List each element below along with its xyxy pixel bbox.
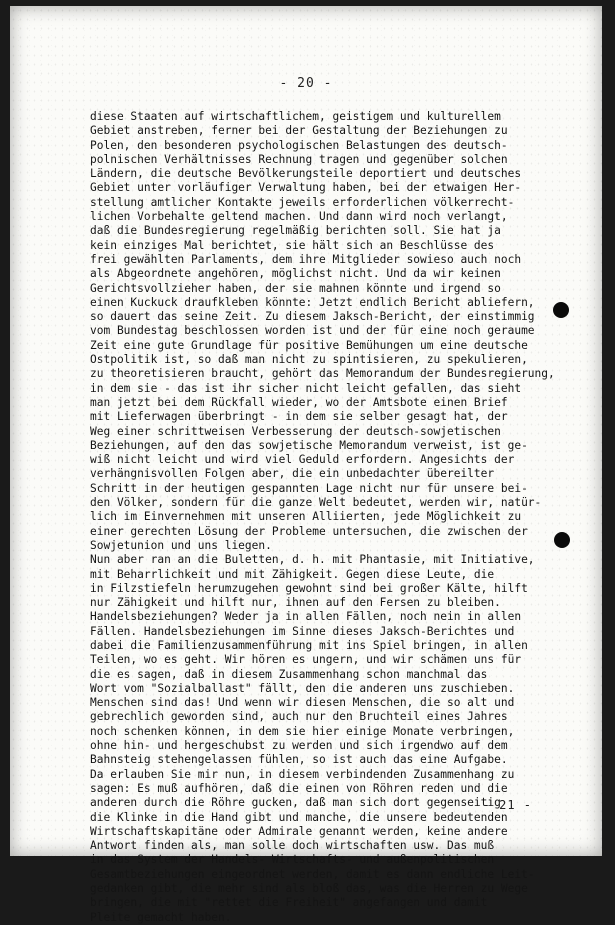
text-line: Sowjetunion und uns liegen. [90, 538, 272, 552]
text-line: einen Kuckuck draufkleben könnte: Jetzt endlich Bericht abliefern, [90, 295, 535, 309]
text-line: lich im Einvernehmen mit unseren Alliierten, jede Möglichkeit zu [90, 510, 522, 524]
text-line: Ostpolitik ist, so daß man nicht zu spintisieren, zu spekulieren, [90, 353, 528, 367]
text-line: Da erlauben Sie mir nun, in diesem verbindenden Zusammenhang zu [90, 767, 515, 781]
text-line: Teilen, wo es geht. Wir hören es ungern, und wir schämen uns für [90, 653, 522, 667]
text-line: stellung amtlicher Kontakte jeweils erforderlichen völkerrecht- [90, 195, 515, 209]
next-page-number: - 21 - [482, 798, 532, 812]
text-line: zu theoretisieren braucht, gehört das Memorandum der Bundesregierung, [90, 367, 555, 381]
text-line: die es sagen, daß in diesem Zusammenhang schon manchmal das [90, 667, 488, 681]
text-line: man jetzt bei dem Rückfall wieder, wo der Amtsbote einen Brief [90, 395, 508, 409]
text-line: gebrechlich geworden sind, auch nur den Bruchteil eines Jahres [90, 710, 508, 724]
text-line: frei gewählten Parlaments, dem ihre Mitglieder sowieso auch noch [90, 252, 522, 266]
text-line: diese Staaten auf wirtschaftlichem, geistigem und kulturellem [90, 110, 501, 123]
punch-hole-icon [553, 302, 569, 318]
text-line: mit Beharrlichkeit und mit Zähigkeit. Gegen diese Leute, die [90, 567, 495, 581]
text-line: Ländern, die deutsche Bevölkerungsteile deportiert und deutsches [90, 167, 522, 181]
text-line: ohne hin- und hergeschubst zu werden und sich irgendwo auf dem [90, 739, 508, 753]
text-line: Pleite gemacht haben. [90, 910, 232, 924]
text-line: einer gerechten Lösung der Probleme untersuchen, die zwischen der [90, 524, 528, 538]
text-line: in Filzstiefeln herumzugehen gewohnt sind bei großer Kälte, hilft [90, 581, 528, 595]
text-line: wiß nicht leicht und wird viel Geduld erfordern. Angesichts der [90, 453, 515, 467]
text-line: Handelsbeziehungen? Weder ja in allen Fällen, noch nein in allen [90, 610, 522, 624]
text-line: dabei die Familienzusammenführung mit ins Spiel bringen, in allen [90, 638, 528, 652]
text-line: als Abgeordnete angehören, möglichst nicht. Und da wir keinen [90, 267, 501, 281]
text-line: nur Zähigkeit und hilft nur, ihnen auf den Fersen zu bleiben. [90, 596, 501, 610]
page-number: - 20 - [279, 76, 333, 91]
text-line: polnischen Verhältnisses Rechnung tragen und gegenüber solchen [90, 152, 508, 166]
text-line: vom Bundestag beschlossen worden ist und der für eine noch geraume [90, 324, 535, 338]
text-line: gedanken gibt, die mehr sind als bloß das, was die Herren zu Wege [90, 882, 528, 896]
text-line: daß die Bundesregierung regelmäßig berichten soll. Sie hat ja [90, 224, 501, 238]
punch-hole-icon [554, 532, 570, 548]
text-line: sagen: Es muß aufhören, daß die einen von Röhren reden und die [90, 781, 508, 795]
text-line: Nun aber ran an die Buletten, d. h. mit Phantasie, mit Initiative, [90, 553, 535, 567]
text-line: noch schenken können, in dem sie hier einige Monate verbringen, [90, 724, 515, 738]
text-line: Schritt in der heutigen gespannten Lage nicht nur für unsere bei- [90, 481, 528, 495]
text-line: Weg einer schrittweisen Verbesserung der deutsch-sowjetischen [90, 424, 501, 438]
text-line: kein einziges Mal berichtet, sie hält sich an Beschlüsse des [90, 238, 495, 252]
text-line: Gerichtsvollzieher haben, der sie mahnen könnte und irgend so [90, 281, 501, 295]
text-line: Beziehungen, auf den das sowjetische Memorandum verweist, ist ge- [90, 438, 528, 452]
text-line: Zeit eine gute Grundlage für positive Bemühungen um eine deutsche [90, 338, 528, 352]
text-line: in das System der Handels- Wirtschafts- und außenpolitischen [90, 853, 495, 867]
text-line: mit Lieferwagen überbringt - in dem sie selber gesagt hat, der [90, 410, 508, 424]
text-line: Gesamtbeziehungen eingeordnet werden, damit es dann endliche Leit- [90, 867, 535, 881]
text-line: so dauert das seine Zeit. Zu diesem Jaksch-Bericht, der einstimmig [90, 310, 535, 324]
text-line: Wirtschaftskapitäne oder Admirale genannt werden, keine andere [90, 824, 508, 838]
document-page [10, 6, 602, 924]
text-line: Fällen. Handelsbeziehungen im Sinne dieses Jaksch-Berichtes und [90, 624, 515, 638]
text-line: Gebiet anstreben, ferner bei der Gestaltung der Beziehungen zu [90, 124, 508, 138]
text-line: verhängnisvollen Folgen aber, die ein unbedachter übereilter [90, 467, 495, 481]
text-line: Gebiet unter vorläufiger Verwaltung haben, bei der etwaigen Her- [90, 181, 522, 195]
text-line: lichen Vorbehalte geltend machen. Und dann wird noch verlangt, [90, 210, 508, 224]
text-line: anderen durch die Röhre gucken, daß man sich dort gegenseitig [90, 796, 501, 810]
text-line: Menschen sind das! Und wenn wir diesen Menschen, die so alt und [90, 696, 515, 710]
text-line: den Völker, sondern für die ganze Welt bedeutet, werden wir, natür- [90, 496, 542, 510]
text-line: Antwort finden als, man solle doch wirtschaften usw. Das muß [90, 839, 495, 853]
text-line: Bahnsteig stehengelassen fühlen, so ist auch das eine Aufgabe. [90, 753, 508, 767]
text-line: Wort vom "Sozialballast" fällt, den die anderen uns zuschieben. [90, 681, 515, 695]
text-line: in dem sie - das ist ihr sicher nicht leicht gefallen, das sieht [90, 381, 522, 395]
text-line: Polen, den besonderen psychologischen Belastungen des deutsch- [90, 138, 508, 152]
text-line: die Klinke in die Hand gibt und manche, die unsere bedeutenden [90, 810, 508, 824]
text-line: bringen, die mit "rettet die Freiheit" angefangen und damit [90, 896, 488, 910]
